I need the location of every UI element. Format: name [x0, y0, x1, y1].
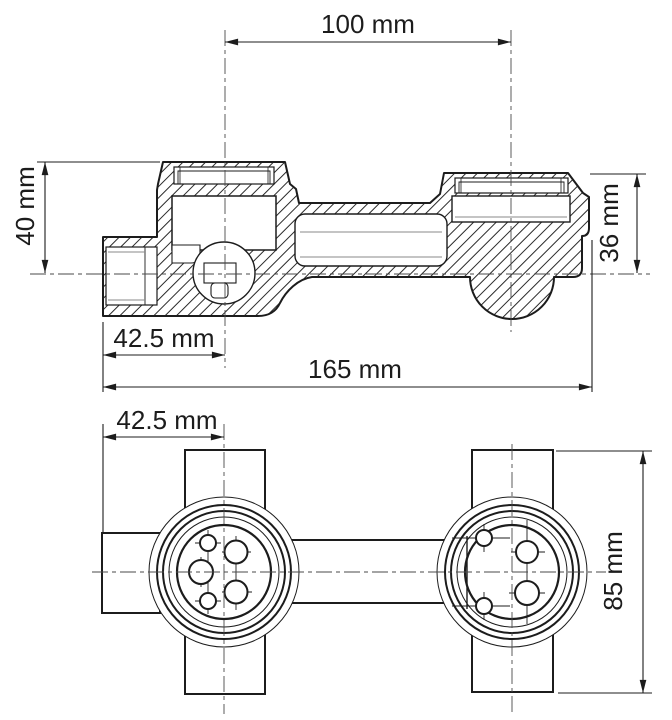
- valve-seat: [204, 263, 236, 283]
- dim-top-width: [225, 9, 511, 42]
- dim-label: 165 mm: [308, 354, 402, 384]
- dim-label: 42.5 mm: [116, 405, 218, 435]
- section-view: [103, 162, 589, 319]
- port-hole: [516, 541, 538, 563]
- left-boss-thread: [174, 167, 274, 184]
- port-hole: [476, 530, 492, 546]
- dim-label: 85 mm: [598, 531, 628, 611]
- port-hole: [515, 581, 539, 605]
- port-hole: [200, 593, 216, 609]
- inlet-bore: [106, 247, 157, 305]
- waterway: [295, 214, 447, 266]
- dim-label: 42.5 mm: [113, 323, 215, 353]
- dim-section-offset: [103, 322, 225, 392]
- port-hole: [225, 581, 248, 604]
- dim-label: 36 mm: [594, 183, 624, 263]
- port-hole: [200, 535, 216, 551]
- right-boss-thread: [455, 178, 568, 193]
- dim-label: 40 mm: [10, 166, 40, 246]
- dim-right-height: [590, 174, 646, 273]
- dim-label: 100 mm: [321, 9, 415, 39]
- port-hole: [225, 541, 248, 564]
- port-hole: [476, 598, 492, 614]
